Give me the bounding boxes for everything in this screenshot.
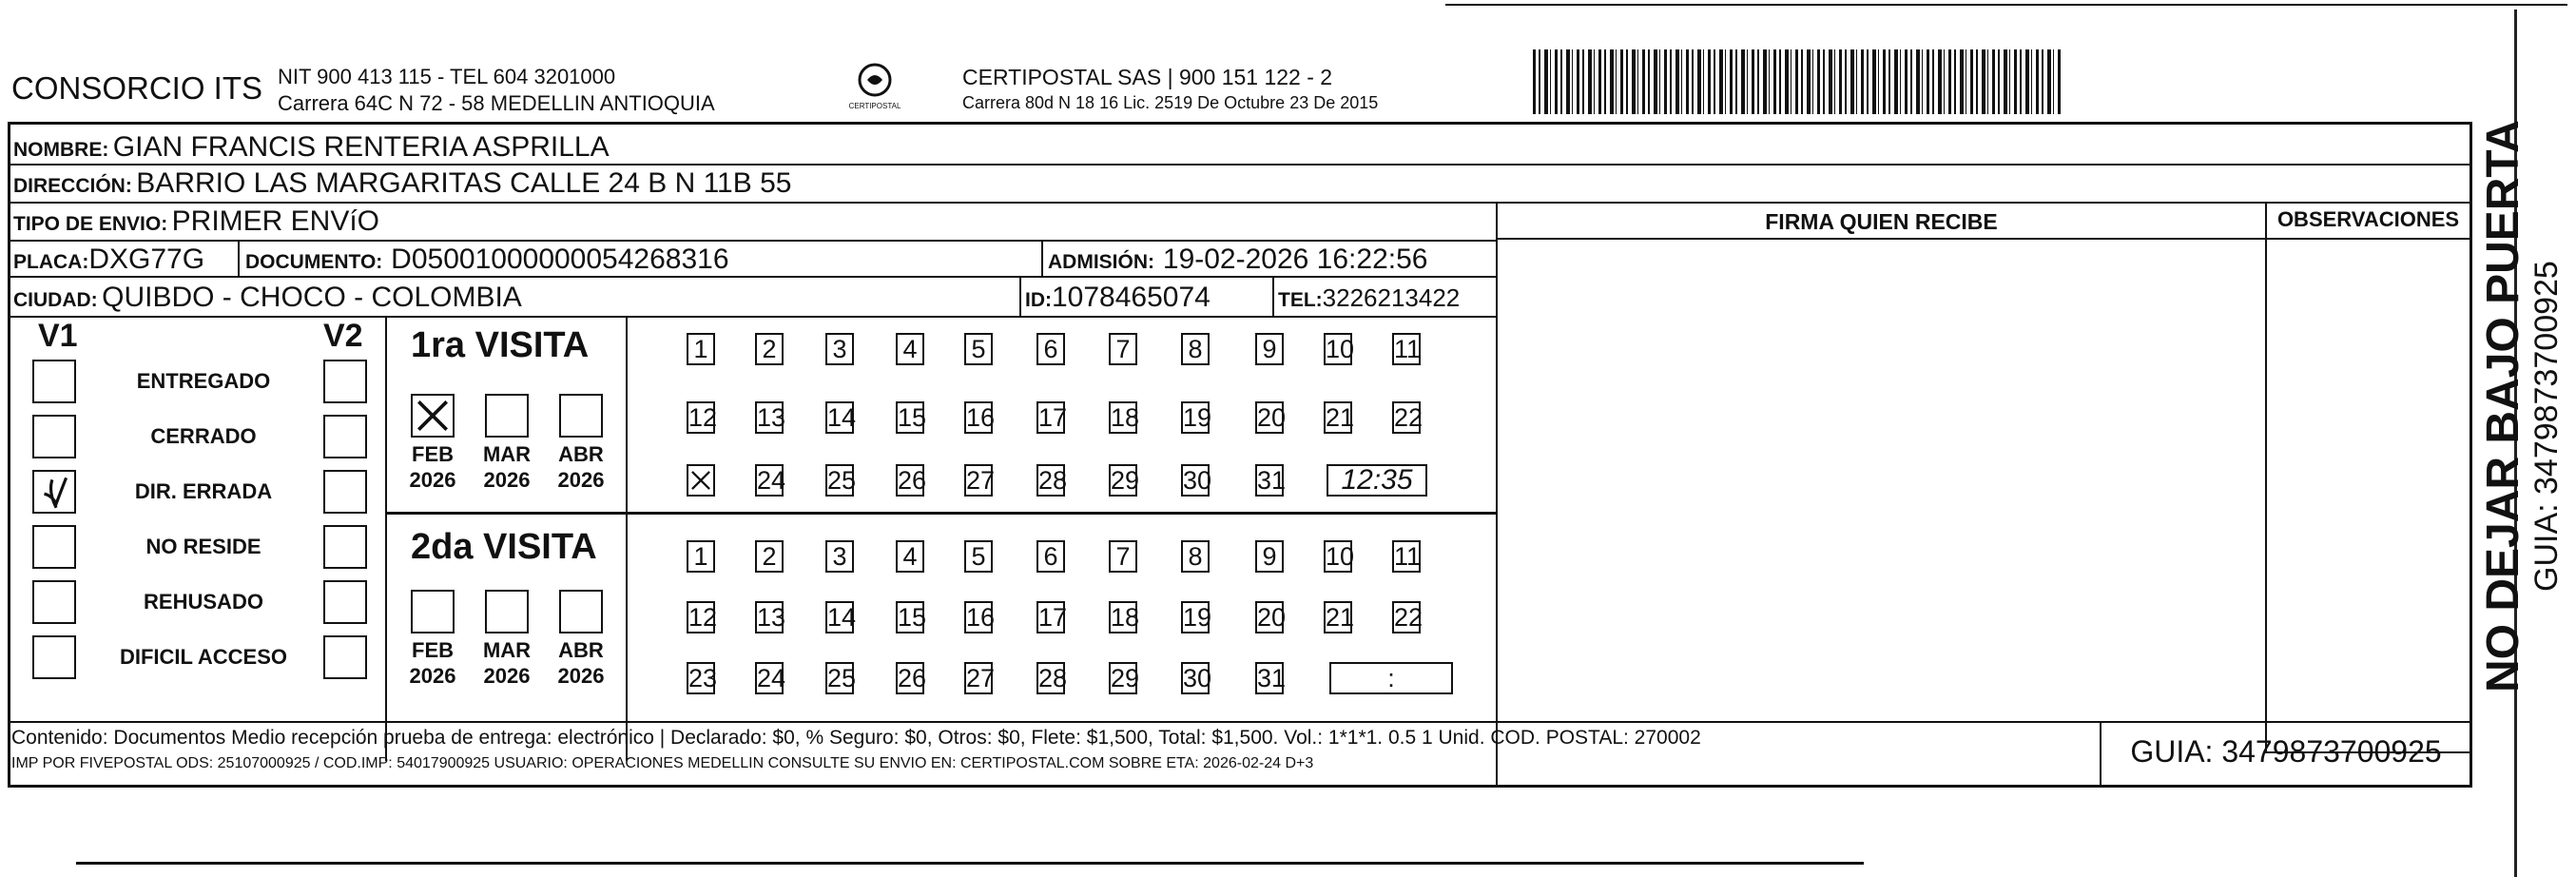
second-visit-day-box[interactable]: 13 <box>757 603 786 632</box>
cell-divider <box>1041 240 1043 276</box>
first-visit-day-box[interactable]: 25 <box>827 466 857 495</box>
tel-field: TEL:3226213422 <box>1278 283 1461 312</box>
first-visit-day-box[interactable]: 20 <box>1257 403 1287 432</box>
v2-checkbox[interactable] <box>323 580 367 624</box>
first-visit-day-box[interactable]: 8 <box>1181 333 1210 365</box>
first-visit-day-box[interactable]: 6 <box>1036 333 1065 365</box>
first-visit-day-box[interactable]: 27 <box>966 466 996 495</box>
second-visit-day-box[interactable]: 27 <box>966 664 996 692</box>
first-visit-day-box[interactable]: 12 <box>688 403 718 432</box>
status-reason-label: CERRADO <box>150 424 257 448</box>
v1-checkbox[interactable] <box>32 635 76 679</box>
observations-label: OBSERVACIONES <box>2276 207 2460 231</box>
second-visit-month-checkbox[interactable] <box>411 590 455 633</box>
first-visit-month-name: FEB <box>412 442 454 466</box>
second-visit-day-box[interactable]: 16 <box>966 603 996 632</box>
shipping-type-field: TIPO DE ENVIO: PRIMER ENVíO <box>13 205 380 237</box>
first-visit-day-box[interactable]: 21 <box>1326 403 1355 432</box>
v2-checkbox[interactable] <box>323 635 367 679</box>
second-visit-day-box[interactable]: 31 <box>1257 664 1287 692</box>
second-visit-month-year: 2026 <box>557 664 605 688</box>
logo-text: CERTIPOSTAL <box>848 102 901 110</box>
first-visit-day-box[interactable]: 28 <box>1038 466 1068 495</box>
first-visit-month-checkbox[interactable] <box>559 394 603 438</box>
status-reason-label: DIR. ERRADA <box>134 479 273 503</box>
first-visit-day-box[interactable]: 2 <box>755 333 784 365</box>
first-visit-day-box[interactable]: 11 <box>1394 335 1422 363</box>
side-panel <box>2478 120 2565 692</box>
second-visit-day-box[interactable]: 11 <box>1394 542 1422 571</box>
second-visit-day-box[interactable]: 30 <box>1183 664 1212 692</box>
second-visit-day-box[interactable]: 4 <box>896 540 924 573</box>
footer-contents: Contenido: Documentos Medio recepción prueba de entrega: electrónico | Declarado: $0, % Seguro: $0, Otros: $0, Flete: $1,500, Total: $1,500. Vol.: 1*1*1. 0.5 1 Unid. COD. POSTAL: 270002 <box>11 727 1701 749</box>
second-visit-day-box[interactable]: 1 <box>687 540 715 573</box>
second-visit-day-box[interactable]: 6 <box>1036 540 1065 573</box>
first-visit-day-box[interactable]: 5 <box>964 333 993 365</box>
city-field: CIUDAD: QUIBDO - CHOCO - COLOMBIA <box>13 282 522 313</box>
id-field: ID:1078465074 <box>1025 282 1211 313</box>
second-visit-month-year: 2026 <box>483 664 531 688</box>
first-visit-month-name: MAR <box>482 442 532 466</box>
barcode <box>1533 49 2063 114</box>
frame-right <box>2469 122 2472 788</box>
status-reason-label: NO RESIDE <box>145 535 261 558</box>
second-visit-day-box[interactable]: 25 <box>827 664 857 692</box>
first-visit-day-box[interactable]: 31 <box>1257 466 1287 495</box>
v2-checkbox[interactable] <box>323 525 367 569</box>
v2-checkbox[interactable] <box>323 360 367 403</box>
first-visit-day-box[interactable]: 9 <box>1255 333 1284 365</box>
first-visit-day-box[interactable]: 16 <box>966 403 996 432</box>
carrier-license: Carrera 80d N 18 16 Lic. 2519 De Octubre 23 De 2015 <box>962 93 1379 112</box>
first-visit-day-box[interactable]: 19 <box>1183 403 1212 432</box>
first-visit-month-year: 2026 <box>483 468 531 492</box>
v1-checkbox[interactable] <box>32 470 76 514</box>
second-visit-day-box[interactable]: 10 <box>1326 542 1355 571</box>
v1-checkbox[interactable] <box>32 415 76 458</box>
footer-printing: IMP POR FIVEPOSTAL ODS: 25107000925 / COD.IMP: 54017900925 USUARIO: OPERACIONES MEDELLIN CONSULTE SU ENVIO EN: CERTIPOSTAL.COM SOBRE ETA: 2026-02-24 D+3 <box>11 755 1314 771</box>
second-visit-day-box[interactable]: 20 <box>1257 603 1287 632</box>
first-visit-day-box[interactable]: 24 <box>757 466 786 495</box>
first-visit-time-box[interactable]: 12:35 <box>1327 464 1427 497</box>
v2-checkbox[interactable] <box>323 470 367 514</box>
second-visit-month-checkbox[interactable] <box>559 590 603 633</box>
v2-label: V2 <box>323 318 363 354</box>
top-border-line <box>1445 4 2567 6</box>
side-guide: GUIA: 3479873700925 <box>2528 261 2565 592</box>
first-visit-month-year: 2026 <box>409 468 456 492</box>
v2-checkbox[interactable] <box>323 415 367 458</box>
cell-divider <box>1019 276 1021 316</box>
company-nit: NIT 900 413 115 - TEL 604 3201000 <box>278 65 616 88</box>
second-visit-title: 2da VISITA <box>411 527 597 567</box>
first-visit-month-year: 2026 <box>557 468 605 492</box>
first-visit-day-box[interactable]: 22 <box>1394 403 1424 432</box>
company-address: Carrera 64C N 72 - 58 MEDELLIN ANTIOQUIA <box>278 91 715 115</box>
second-visit-day-box[interactable]: 8 <box>1181 540 1210 573</box>
first-visit-month-name: ABR <box>558 442 604 466</box>
second-visit-day-box[interactable]: 23 <box>688 664 718 692</box>
second-visit-time-box[interactable]: : <box>1329 662 1453 694</box>
second-visit-day-box[interactable]: 28 <box>1038 664 1068 692</box>
second-visit-month-name: FEB <box>412 638 454 662</box>
row-divider <box>8 164 2472 166</box>
cell-divider <box>238 240 240 276</box>
first-visit-day-box[interactable]: 7 <box>1109 333 1137 365</box>
second-visit-day-box[interactable]: 3 <box>825 540 854 573</box>
second-visit-day-box[interactable]: 17 <box>1038 603 1068 632</box>
v1-checkbox[interactable] <box>32 360 76 403</box>
first-visit-month-checkbox[interactable] <box>485 394 529 438</box>
status-reason-label: ENTREGADO <box>136 369 271 393</box>
first-visit-day-box[interactable]: 4 <box>896 333 924 365</box>
address-field: DIRECCIÓN: BARRIO LAS MARGARITAS CALLE 24 B N 11B 55 <box>13 167 792 199</box>
first-visit-day-box[interactable]: 30 <box>1183 466 1212 495</box>
first-visit-day-box[interactable]: 17 <box>1038 403 1068 432</box>
second-visit-day-box[interactable]: 14 <box>827 603 857 632</box>
side-warning: NO DEJAR BAJO PUERTA <box>2478 120 2528 692</box>
row-divider <box>8 202 2472 204</box>
second-visit-day-box[interactable]: 9 <box>1255 540 1284 573</box>
plate-field: PLACA:DXG77G <box>13 244 205 275</box>
cell-divider <box>1272 276 1274 316</box>
first-visit-day-box[interactable]: 3 <box>825 333 854 365</box>
status-right-border <box>385 316 387 761</box>
admission-field: ADMISIÓN: 19-02-2026 16:22:56 <box>1048 244 1428 275</box>
observations-left-border <box>2265 202 2267 753</box>
first-visit-day-box[interactable]: 14 <box>827 403 857 432</box>
signature-header-divider <box>1496 238 2472 240</box>
visit-grid-left-border <box>626 316 628 761</box>
first-visit-day-box[interactable]: 1 <box>687 333 715 365</box>
first-visit-day-box[interactable]: 15 <box>898 403 927 432</box>
second-visit-day-box[interactable]: 12 <box>688 603 718 632</box>
signature-label: FIRMA QUIEN RECIBE <box>1765 209 1998 234</box>
frame-left <box>8 122 10 788</box>
frame-top <box>8 122 2472 125</box>
visit-divider <box>385 512 1496 515</box>
v1-checkbox[interactable] <box>32 580 76 624</box>
first-visit-day-box[interactable]: 18 <box>1111 403 1140 432</box>
v1-label: V1 <box>38 318 78 354</box>
first-visit-day-box[interactable]: 29 <box>1111 466 1140 495</box>
row-divider <box>8 316 1496 318</box>
second-visit-month-checkbox[interactable] <box>485 590 529 633</box>
second-visit-day-box[interactable]: 26 <box>898 664 927 692</box>
first-visit-month-checkbox[interactable] <box>411 394 455 438</box>
frame-bottom <box>8 785 2472 788</box>
second-visit-day-box[interactable]: 19 <box>1183 603 1212 632</box>
v1-checkbox[interactable] <box>32 525 76 569</box>
signature-left-border <box>1496 202 1498 786</box>
document-field: DOCUMENTO: D05001000000054268316 <box>245 244 729 275</box>
footer-guide: GUIA: 3479873700925 <box>2130 734 2442 769</box>
first-visit-day-box[interactable]: 13 <box>757 403 786 432</box>
first-visit-day-box[interactable]: 26 <box>898 466 927 495</box>
second-visit-day-box[interactable]: 29 <box>1111 664 1140 692</box>
carrier-name: CERTIPOSTAL SAS | 900 151 122 - 2 <box>962 65 1333 89</box>
second-visit-day-box[interactable]: 5 <box>964 540 993 573</box>
company-name: CONSORCIO ITS <box>11 70 263 106</box>
status-reason-label: REHUSADO <box>144 590 263 614</box>
footer-divider <box>8 721 2472 723</box>
second-visit-day-box[interactable]: 2 <box>755 540 784 573</box>
second-visit-day-box[interactable]: 18 <box>1111 603 1140 632</box>
first-visit-title: 1ra VISITA <box>411 325 590 365</box>
status-reason-label: DIFICIL ACCESO <box>119 645 287 669</box>
second-visit-month-name: ABR <box>558 638 604 662</box>
second-visit-day-box[interactable]: 22 <box>1394 603 1424 632</box>
second-visit-month-name: MAR <box>482 638 532 662</box>
row-divider <box>8 240 1496 242</box>
second-visit-month-year: 2026 <box>409 664 456 688</box>
second-visit-day-box[interactable]: 15 <box>898 603 927 632</box>
first-visit-day-box[interactable] <box>687 464 715 497</box>
second-visit-day-box[interactable]: 21 <box>1326 603 1355 632</box>
bottom-border-line <box>76 862 1864 865</box>
certipostal-logo <box>844 59 905 116</box>
second-visit-day-box[interactable]: 24 <box>757 664 786 692</box>
second-visit-day-box[interactable]: 7 <box>1109 540 1137 573</box>
name-field: NOMBRE: GIAN FRANCIS RENTERIA ASPRILLA <box>13 131 610 163</box>
first-visit-day-box[interactable]: 10 <box>1326 335 1355 363</box>
